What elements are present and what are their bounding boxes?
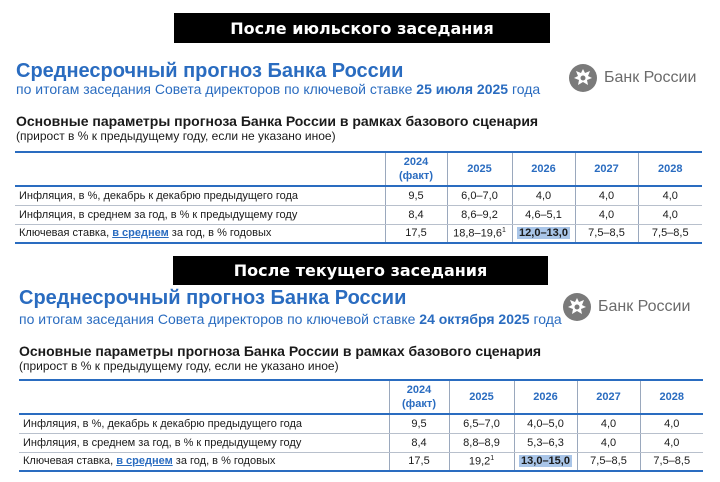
subtitle-date: 24 октября 2025 [419,311,530,327]
row-label [15,224,385,243]
cell: 4,0 [577,433,640,452]
cell: 4,6–5,1 [512,205,575,224]
section-title: Основные параметры прогноза Банка России в рамках базового сценария [19,343,542,359]
subtitle-prefix: по итогам заседания Совета директоров по ключевой ставке [19,311,416,327]
section-banner-july: После июльского заседания [174,13,550,43]
bank-logo [568,63,696,93]
cell: 4,0 [575,205,638,224]
cell: 8,8–8,9 [449,433,514,452]
cell: 5,3–6,3 [514,433,577,452]
year-note: (факт) [402,398,436,410]
cell: 8,4 [385,205,447,224]
footnote-marker: 1 [502,226,506,234]
cell: 6,0–7,0 [447,186,512,205]
subtitle-prefix: по итогам заседания Совета директоров по ключевой ставке [16,81,413,97]
row-label: Инфляция, в среднем за год, в % к предыдущему году [19,433,389,452]
table-header-row [19,380,703,414]
cell: 4,0 [575,186,638,205]
eagle-emblem-icon [562,292,592,322]
forecast-subtitle [19,311,562,327]
bank-logo [562,292,690,322]
logo-text: Банк России [604,69,697,86]
cell [449,452,514,471]
header-year-2028: 2028 [640,380,703,414]
header-label-cell [19,380,389,414]
row-label: Инфляция, в %, декабрь к декабрю предыдущего года [15,186,385,205]
row-label: Инфляция, в %, декабрь к декабрю предыдущего года [19,414,389,433]
header-year-2027: 2027 [577,380,640,414]
section-title: Основные параметры прогноза Банка России в рамках базового сценария [16,113,539,129]
cell: 8,4 [389,433,449,452]
header-year-2024 [389,380,449,414]
forecast-table [19,379,703,472]
cell: 4,0 [640,433,703,452]
footnote-marker: 1 [490,454,495,462]
subtitle-date: 25 июля 2025 [416,81,509,97]
year-note: (факт) [399,170,433,182]
cell-value: 18,8–19,6 [453,227,503,240]
cell: 6,5–7,0 [449,414,514,433]
cell: 4,0 [640,414,703,433]
cell-highlight [514,452,577,471]
year-value: 2024 [403,156,429,168]
table-row-key-rate [19,452,703,471]
cell: 4,0–5,0 [514,414,577,433]
cell: 7,5–8,5 [640,452,703,471]
highlighted-value: 12,0–13,0 [519,227,568,240]
cell: 4,0 [577,414,640,433]
rate-label-prefix: Ключевая ставка, [19,227,110,240]
rate-label-suffix: за год, в % годовых [171,227,272,240]
table-row [15,186,702,205]
cell: 9,5 [389,414,449,433]
row-label [19,452,389,471]
cell: 7,5–8,5 [575,224,638,243]
table-header-row [15,152,702,186]
cell-highlight [512,224,575,243]
header-year-2025: 2025 [447,152,512,186]
header-year-2026: 2026 [514,380,577,414]
section-banner-current: После текущего заседания [173,256,548,285]
subtitle-suffix: года [533,311,562,327]
header-year-2026: 2026 [512,152,575,186]
cell: 17,5 [385,224,447,243]
header-year-2028: 2028 [638,152,702,186]
rate-label-prefix: Ключевая ставка, [23,455,114,468]
section-note: (прирост в % к предыдущему году, если не указано иное) [16,129,336,143]
logo-text: Банк России [598,298,691,315]
rate-label-suffix: за год, в % годовых [175,455,276,468]
forecast-subtitle [16,81,540,97]
table-row [19,433,703,452]
header-label-cell [15,152,385,186]
header-year-2024 [385,152,447,186]
cell-value: 19,2 [468,455,491,468]
forecast-title: Среднесрочный прогноз Банка России [16,60,404,82]
cell: 7,5–8,5 [638,224,702,243]
cell [447,224,512,243]
table-row [19,414,703,433]
row-label: Инфляция, в среднем за год, в % к предыдущему году [15,205,385,224]
cell: 17,5 [389,452,449,471]
table-row-key-rate [15,224,702,243]
header-year-2027: 2027 [575,152,638,186]
cell: 4,0 [638,186,702,205]
forecast-table [15,151,702,244]
average-link[interactable]: в среднем [112,227,169,240]
average-link[interactable]: в среднем [116,455,173,468]
cell: 9,5 [385,186,447,205]
cell: 4,0 [512,186,575,205]
eagle-emblem-icon [568,63,598,93]
year-value: 2024 [406,384,432,396]
highlighted-value: 13,0–15,0 [521,455,570,468]
subtitle-suffix: года [511,81,541,97]
header-year-2025: 2025 [449,380,514,414]
table-row [15,205,702,224]
cell: 8,6–9,2 [447,205,512,224]
cell: 4,0 [638,205,702,224]
cell: 7,5–8,5 [577,452,640,471]
section-note: (прирост в % к предыдущему году, если не указано иное) [19,359,339,373]
forecast-title: Среднесрочный прогноз Банка России [19,287,407,309]
